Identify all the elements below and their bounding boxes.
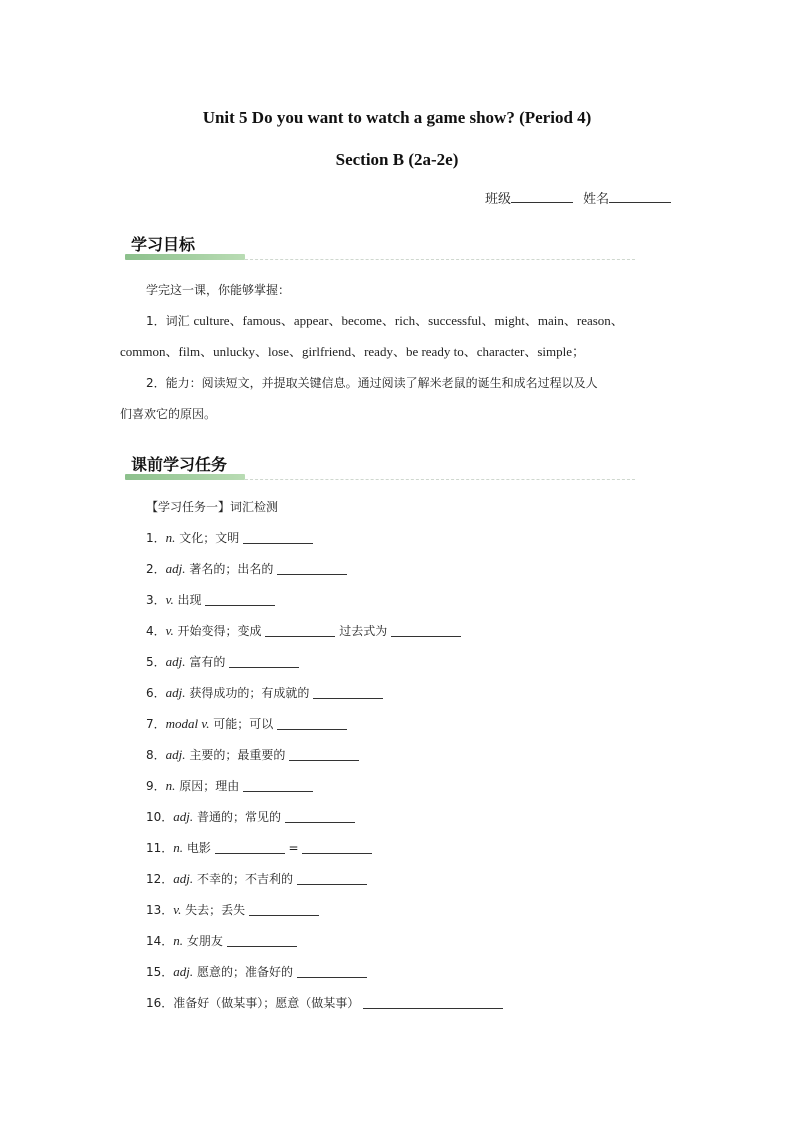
vocab-item-number: 8．	[146, 748, 166, 762]
vocab-item-number: 5．	[146, 655, 166, 669]
vocab-item-meaning: 出现	[177, 593, 202, 607]
vocab-item-number: 14．	[146, 934, 174, 948]
vocab-item	[146, 559, 347, 579]
vocab-item-number: 10．	[146, 810, 174, 824]
vocab-item-pos: v.	[165, 592, 174, 607]
answer-blank[interactable]	[363, 994, 503, 1009]
answer-blank[interactable]	[289, 746, 359, 761]
vocab-item-number: 2．	[146, 562, 166, 576]
document-title: Unit 5 Do you want to watch a game show? (Period 4)	[202, 108, 592, 127]
vocab-item-number: 11．	[146, 841, 174, 855]
task-title: 【学习任务一】词汇检测	[146, 500, 279, 514]
vocab-item-extra: =	[288, 841, 299, 855]
goals-vocab-prefix: 1．词汇	[146, 314, 190, 328]
answer-blank[interactable]	[205, 591, 275, 606]
answer-blank[interactable]	[229, 653, 299, 668]
vocab-item	[146, 621, 461, 641]
answer-blank[interactable]	[277, 715, 347, 730]
vocab-item-meaning: 电影	[186, 841, 211, 855]
vocab-item-meaning: 获得成功的；有成就的	[189, 686, 310, 700]
vocab-item-pos: n.	[173, 840, 184, 855]
vocab-item-number: 1．	[146, 531, 166, 545]
vocab-item-pos: n.	[165, 530, 176, 545]
answer-blank[interactable]	[313, 684, 383, 699]
answer-blank[interactable]	[297, 963, 367, 978]
vocab-item	[146, 807, 355, 827]
vocab-item-meaning: 失去；丢失	[185, 903, 246, 917]
name-label: 姓名	[583, 192, 610, 207]
vocab-item	[146, 869, 367, 889]
vocab-item-pos: adj.	[173, 809, 194, 824]
vocab-item-number: 15．	[146, 965, 174, 979]
section-heading-goals	[125, 232, 635, 262]
answer-blank[interactable]	[243, 777, 313, 792]
vocab-item-meaning: 不幸的；不吉利的	[196, 872, 293, 886]
vocab-item	[146, 590, 275, 610]
vocab-item-number: 6．	[146, 686, 166, 700]
vocab-item-number: 3．	[146, 593, 166, 607]
vocab-item-meaning: 文化；文明	[179, 531, 240, 545]
vocab-item-number: 16．	[146, 996, 174, 1010]
vocab-item	[146, 838, 372, 858]
answer-blank[interactable]	[249, 901, 319, 916]
document-subtitle: Section B (2a-2e)	[335, 150, 459, 169]
vocab-item	[146, 993, 503, 1013]
vocab-item-meaning: 开始变得；变成	[177, 624, 262, 638]
vocab-item	[146, 528, 313, 548]
vocab-item-number: 4．	[146, 624, 166, 638]
vocab-item	[146, 962, 367, 982]
name-blank[interactable]	[609, 188, 671, 203]
vocab-item-pos: v.	[165, 623, 174, 638]
class-name-fields	[485, 188, 671, 207]
answer-blank[interactable]	[285, 808, 355, 823]
heading-dashed-rule	[245, 259, 635, 260]
section-heading-label: 课前学习任务	[131, 455, 228, 474]
goals-vocab-words-cont: common、film、unlucky、lose、girlfriend、ready、be ready to、character、simple；	[120, 344, 585, 359]
vocab-item-number: 12．	[146, 872, 174, 886]
goals-vocab-line	[146, 311, 624, 331]
answer-blank[interactable]	[215, 839, 285, 854]
vocab-item-pos: v.	[173, 902, 182, 917]
vocab-item-number: 9．	[146, 779, 166, 793]
vocab-item-pos: n.	[173, 933, 184, 948]
vocab-item-pos: n.	[165, 778, 176, 793]
answer-blank[interactable]	[243, 529, 313, 544]
vocab-item-pos: modal v.	[165, 716, 210, 731]
vocab-item	[146, 683, 383, 703]
goals-ability-line2: 们喜欢它的原因。	[120, 407, 217, 421]
vocab-item-meaning: 可能；可以	[213, 717, 274, 731]
answer-blank[interactable]	[391, 622, 461, 637]
class-blank[interactable]	[511, 188, 573, 203]
vocab-item-meaning: 主要的；最重要的	[189, 748, 286, 762]
vocab-item-meaning: 著名的；出名的	[189, 562, 274, 576]
vocab-item-pos: adj.	[165, 654, 186, 669]
vocab-item	[146, 931, 297, 951]
goals-ability-line1: 2．能力：阅读短文，并提取关键信息。通过阅读了解米老鼠的诞生和成名过程以及人	[146, 376, 598, 390]
vocab-item-meaning: 原因；理由	[179, 779, 240, 793]
vocab-item	[146, 900, 319, 920]
answer-blank[interactable]	[302, 839, 372, 854]
vocab-item-meaning: 普通的；常见的	[196, 810, 281, 824]
vocab-item-extra: 过去式为	[339, 624, 388, 638]
vocab-item-pos: adj.	[173, 871, 194, 886]
vocab-item-number: 7．	[146, 717, 166, 731]
vocab-item	[146, 776, 313, 796]
goals-intro: 学完这一课，你能够掌握：	[146, 283, 291, 297]
vocab-item-meaning: 愿意的；准备好的	[196, 965, 293, 979]
vocab-item	[146, 714, 347, 734]
vocab-item-number: 13．	[146, 903, 174, 917]
vocab-item	[146, 652, 299, 672]
vocab-item-pos: adj.	[165, 747, 186, 762]
vocab-item	[146, 745, 359, 765]
goals-vocab-words: culture、famous、appear、become、rich、successful、might、main、reason、	[193, 313, 624, 328]
vocab-item-meaning: 富有的	[189, 655, 226, 669]
vocab-item-pos: adj.	[173, 964, 194, 979]
class-label: 班级	[485, 192, 512, 207]
heading-dashed-rule	[245, 479, 635, 480]
vocab-item-meaning: 女朋友	[186, 934, 223, 948]
section-heading-pre-class	[125, 452, 635, 482]
answer-blank[interactable]	[227, 932, 297, 947]
vocab-item-pos: adj.	[165, 685, 186, 700]
section-heading-label: 学习目标	[131, 235, 196, 254]
answer-blank[interactable]	[297, 870, 367, 885]
vocab-item-pos: adj.	[165, 561, 186, 576]
answer-blank[interactable]	[277, 560, 347, 575]
answer-blank[interactable]	[265, 622, 335, 637]
vocab-item-meaning: 准备好（做某事）；愿意（做某事）	[173, 996, 360, 1010]
